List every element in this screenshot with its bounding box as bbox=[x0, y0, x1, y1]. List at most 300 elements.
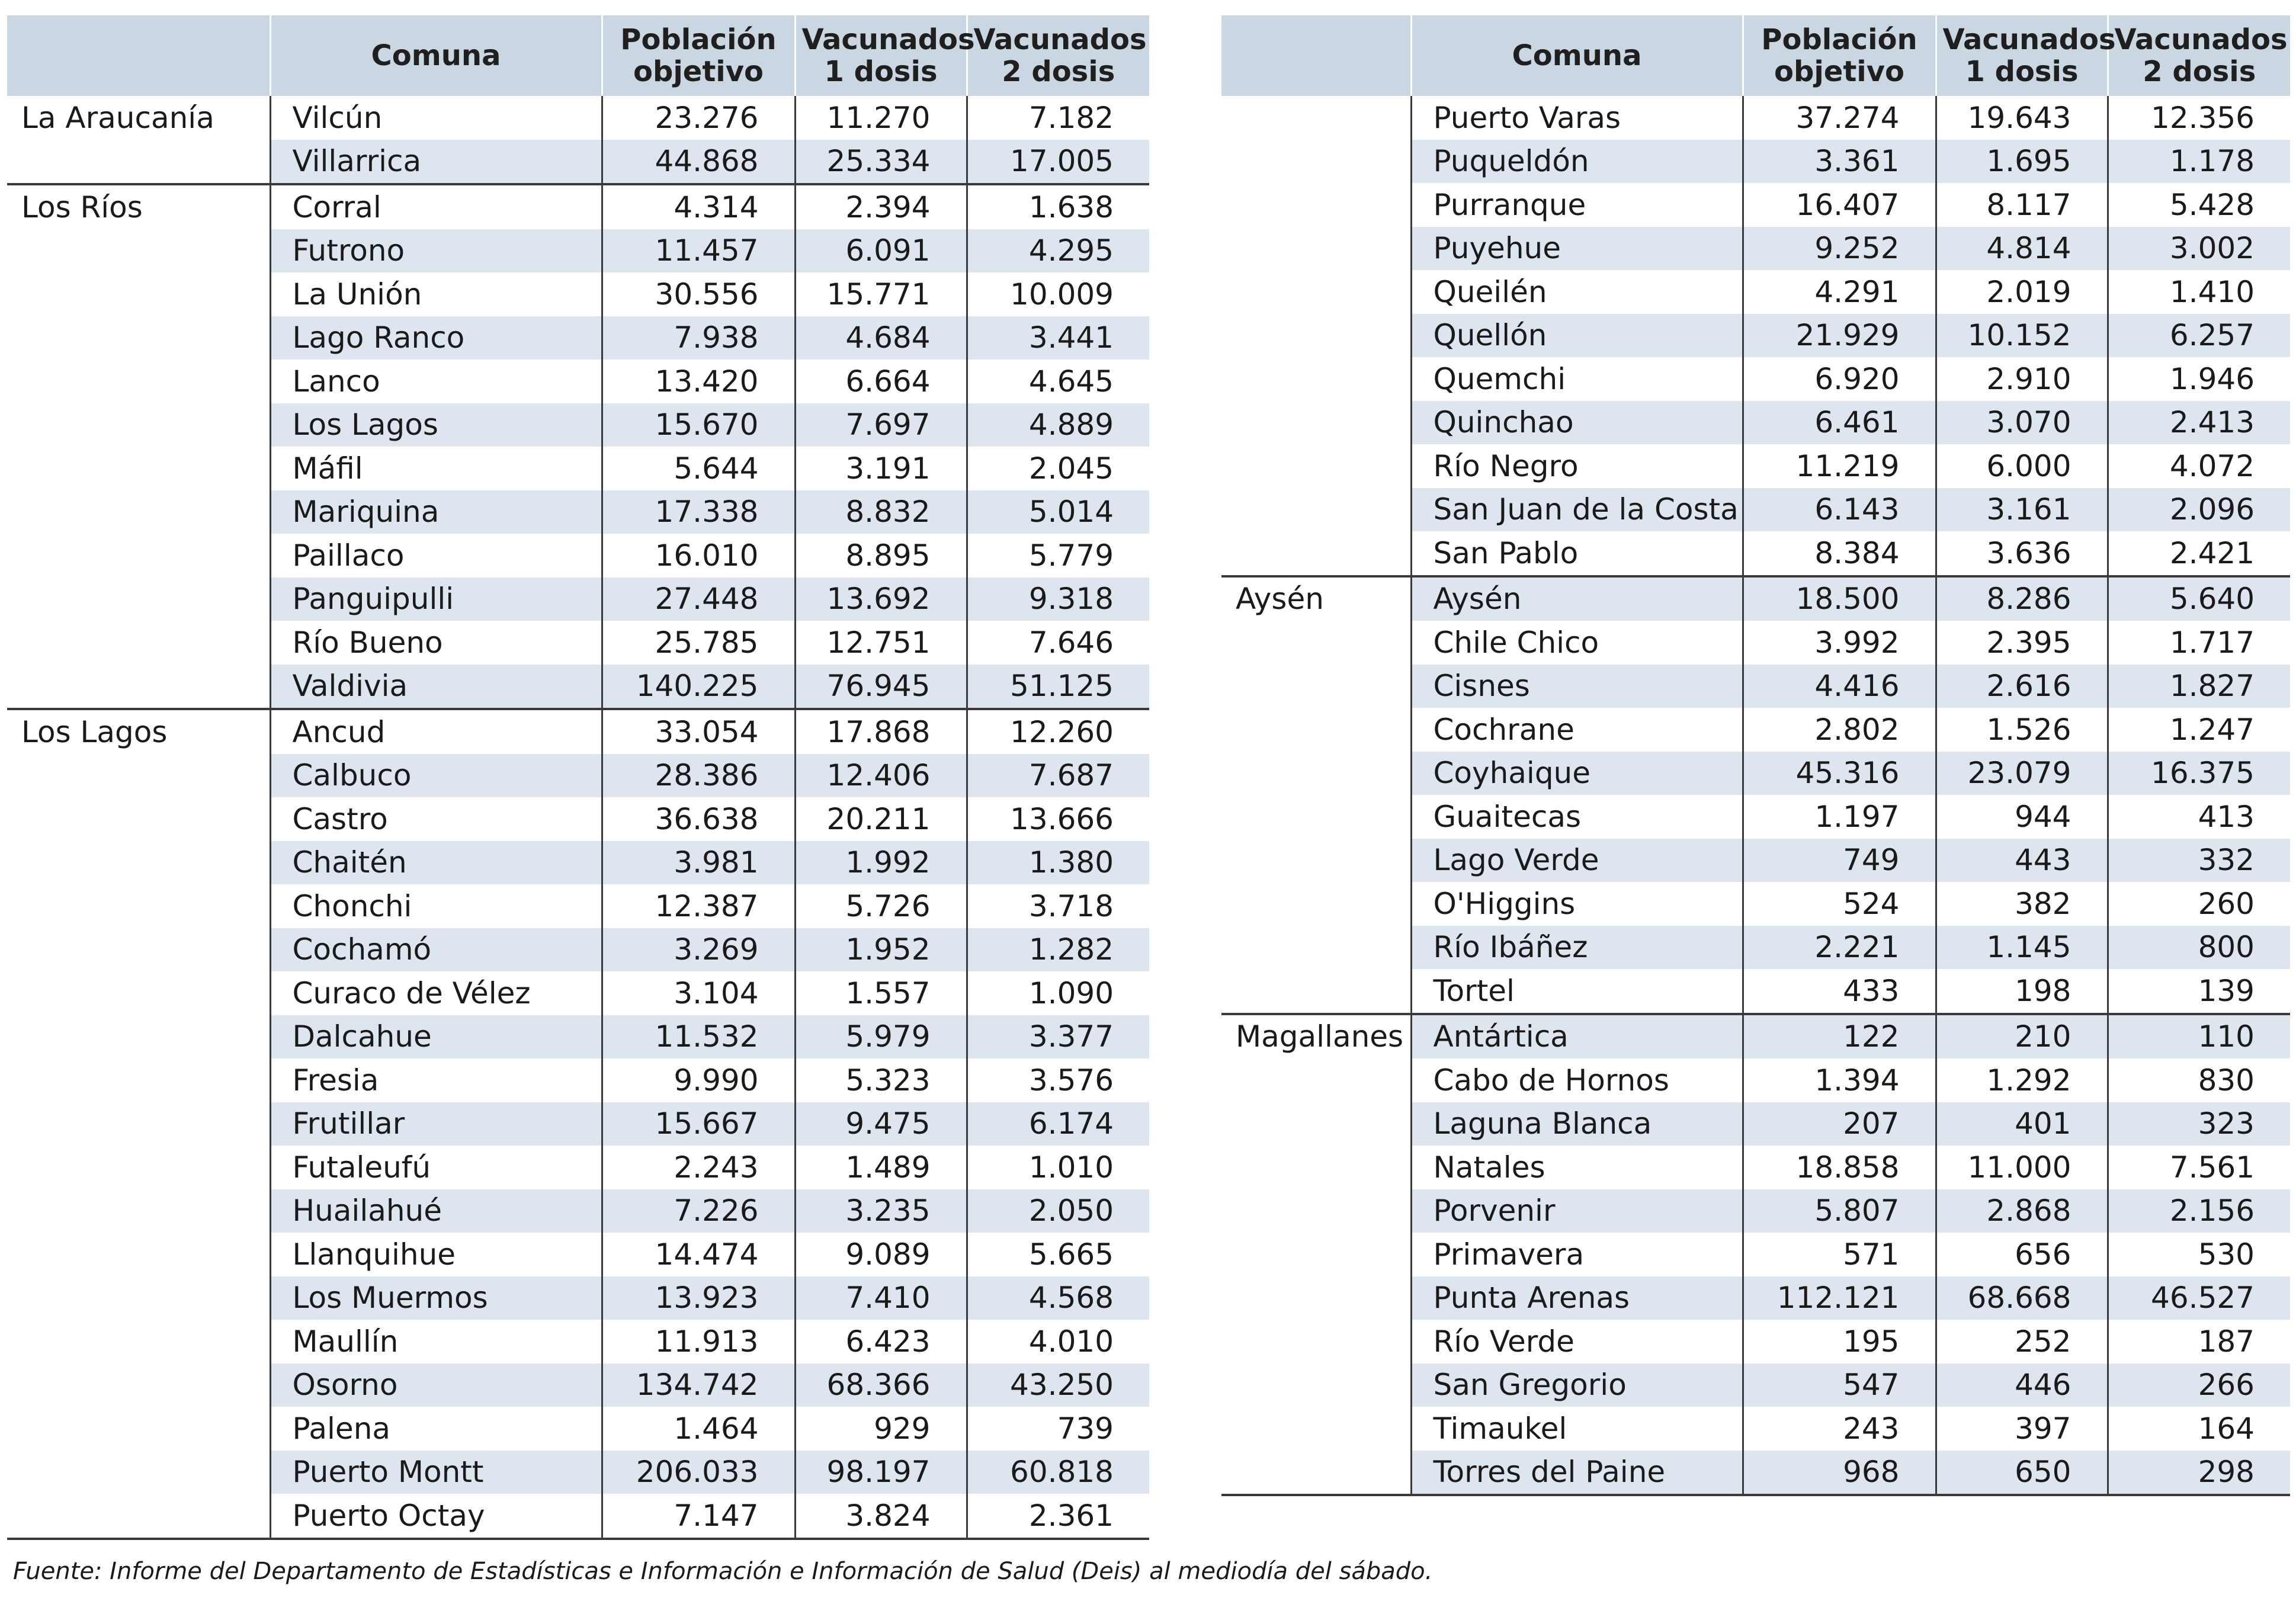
dosis2-cell: 298 bbox=[2108, 1451, 2290, 1496]
dosis2-cell: 530 bbox=[2108, 1233, 2290, 1276]
comuna-cell: Mariquina bbox=[270, 490, 602, 534]
region-cell bbox=[7, 1494, 270, 1539]
region-cell bbox=[7, 1320, 270, 1363]
dosis2-cell: 1.380 bbox=[967, 841, 1149, 885]
region-cell bbox=[1221, 621, 1411, 665]
dosis1-cell: 650 bbox=[1936, 1451, 2108, 1496]
table-row bbox=[7, 447, 1149, 490]
region-cell bbox=[1221, 795, 1411, 839]
dosis2-cell: 4.889 bbox=[967, 403, 1149, 447]
dosis2-cell: 5.428 bbox=[2108, 183, 2290, 227]
poblacion-cell: 13.420 bbox=[602, 360, 795, 403]
header-comuna: Comuna bbox=[1411, 15, 1743, 96]
dosis1-cell: 17.868 bbox=[795, 709, 967, 754]
comuna-cell: Llanquihue bbox=[270, 1233, 602, 1276]
region-cell bbox=[1221, 140, 1411, 184]
table-row bbox=[1221, 1058, 2290, 1102]
region-cell bbox=[7, 1276, 270, 1320]
poblacion-cell: 7.938 bbox=[602, 316, 795, 360]
poblacion-cell: 28.386 bbox=[602, 754, 795, 798]
dosis1-cell: 19.643 bbox=[1936, 96, 2108, 140]
poblacion-cell: 18.858 bbox=[1743, 1146, 1936, 1189]
dosis2-cell: 266 bbox=[2108, 1363, 2290, 1407]
table-row bbox=[1221, 488, 2290, 532]
comuna-cell: Chile Chico bbox=[1411, 621, 1743, 665]
comuna-cell: Punta Arenas bbox=[1411, 1276, 1743, 1320]
dosis2-cell: 46.527 bbox=[2108, 1276, 2290, 1320]
region-cell bbox=[1221, 665, 1411, 708]
dosis1-cell: 1.992 bbox=[795, 841, 967, 885]
poblacion-cell: 36.638 bbox=[602, 797, 795, 841]
dosis1-cell: 68.668 bbox=[1936, 1276, 2108, 1320]
region-cell bbox=[1221, 1058, 1411, 1102]
dosis2-cell: 2.050 bbox=[967, 1189, 1149, 1233]
dosis1-cell: 397 bbox=[1936, 1407, 2108, 1451]
region-cell bbox=[7, 928, 270, 972]
comuna-cell: Panguipulli bbox=[270, 578, 602, 621]
region-cell bbox=[7, 578, 270, 621]
region-cell bbox=[7, 1146, 270, 1189]
region-cell bbox=[1221, 1451, 1411, 1496]
region-cell bbox=[1221, 1146, 1411, 1189]
comuna-cell: Laguna Blanca bbox=[1411, 1102, 1743, 1146]
poblacion-cell: 206.033 bbox=[602, 1451, 795, 1494]
comuna-cell: O'Higgins bbox=[1411, 882, 1743, 926]
comuna-cell: Porvenir bbox=[1411, 1189, 1743, 1233]
table-row bbox=[1221, 708, 2290, 752]
comuna-cell: Calbuco bbox=[270, 754, 602, 798]
table-row bbox=[7, 1276, 1149, 1320]
dosis2-cell: 4.010 bbox=[967, 1320, 1149, 1363]
region-cell bbox=[7, 403, 270, 447]
dosis1-cell: 3.636 bbox=[1936, 531, 2108, 576]
region-cell bbox=[1221, 969, 1411, 1014]
dosis2-cell: 51.125 bbox=[967, 665, 1149, 710]
dosis1-cell: 1.557 bbox=[795, 971, 967, 1015]
dosis2-cell: 2.045 bbox=[967, 447, 1149, 490]
dosis2-cell: 332 bbox=[2108, 839, 2290, 883]
dosis2-cell: 10.009 bbox=[967, 272, 1149, 316]
region-cell bbox=[1221, 1276, 1411, 1320]
comuna-cell: Quinchao bbox=[1411, 401, 1743, 445]
region-cell: Los Ríos bbox=[7, 184, 270, 229]
poblacion-cell: 207 bbox=[1743, 1102, 1936, 1146]
header-vacunados-1-dosis: Vacunados 1 dosis bbox=[1936, 15, 2108, 96]
dosis1-cell: 6.091 bbox=[795, 229, 967, 273]
poblacion-cell: 547 bbox=[1743, 1363, 1936, 1407]
region-cell bbox=[7, 884, 270, 928]
poblacion-cell: 4.291 bbox=[1743, 270, 1936, 314]
dosis1-cell: 1.489 bbox=[795, 1146, 967, 1189]
table-row bbox=[1221, 444, 2290, 488]
dosis1-cell: 7.410 bbox=[795, 1276, 967, 1320]
comuna-cell: Futaleufú bbox=[270, 1146, 602, 1189]
comuna-cell: Tortel bbox=[1411, 969, 1743, 1014]
dosis2-cell: 2.096 bbox=[2108, 488, 2290, 532]
comuna-cell: Puerto Montt bbox=[270, 1451, 602, 1494]
table-row bbox=[7, 1494, 1149, 1539]
dosis2-cell: 2.361 bbox=[967, 1494, 1149, 1539]
comuna-cell: San Juan de la Costa bbox=[1411, 488, 1743, 532]
comuna-cell: Los Lagos bbox=[270, 403, 602, 447]
region-cell bbox=[7, 1058, 270, 1102]
dosis2-cell: 12.260 bbox=[967, 709, 1149, 754]
region-cell bbox=[7, 1451, 270, 1494]
comuna-cell: Futrono bbox=[270, 229, 602, 273]
table-row bbox=[7, 229, 1149, 273]
dosis2-cell: 5.665 bbox=[967, 1233, 1149, 1276]
region-cell bbox=[1221, 839, 1411, 883]
comuna-cell: Corral bbox=[270, 184, 602, 229]
dosis1-cell: 929 bbox=[795, 1407, 967, 1451]
poblacion-cell: 1.197 bbox=[1743, 795, 1936, 839]
comuna-cell: San Gregorio bbox=[1411, 1363, 1743, 1407]
poblacion-cell: 6.920 bbox=[1743, 357, 1936, 401]
dosis2-cell: 2.413 bbox=[2108, 401, 2290, 445]
table-row bbox=[1221, 1407, 2290, 1451]
table-row bbox=[7, 754, 1149, 798]
dosis1-cell: 98.197 bbox=[795, 1451, 967, 1494]
comuna-cell: Puqueldón bbox=[1411, 140, 1743, 184]
table-row bbox=[1221, 1320, 2290, 1363]
region-cell bbox=[1221, 1407, 1411, 1451]
table-row bbox=[1221, 270, 2290, 314]
comuna-cell: Quemchi bbox=[1411, 357, 1743, 401]
table-row bbox=[1221, 140, 2290, 184]
region-cell bbox=[1221, 926, 1411, 970]
table-row bbox=[1221, 401, 2290, 445]
comuna-cell: Lago Verde bbox=[1411, 839, 1743, 883]
poblacion-cell: 1.464 bbox=[602, 1407, 795, 1451]
comuna-cell: Guaitecas bbox=[1411, 795, 1743, 839]
dosis1-cell: 2.395 bbox=[1936, 621, 2108, 665]
table-row bbox=[1221, 96, 2290, 140]
region-cell bbox=[1221, 357, 1411, 401]
dosis1-cell: 12.406 bbox=[795, 754, 967, 798]
dosis2-cell: 3.377 bbox=[967, 1015, 1149, 1059]
region-cell bbox=[1221, 1189, 1411, 1233]
comuna-cell: Chaitén bbox=[270, 841, 602, 885]
poblacion-cell: 18.500 bbox=[1743, 576, 1936, 621]
table-row bbox=[1221, 357, 2290, 401]
table-row bbox=[7, 140, 1149, 185]
region-cell bbox=[1221, 401, 1411, 445]
comuna-cell: Vilcún bbox=[270, 96, 602, 140]
region-cell: Magallanes bbox=[1221, 1014, 1411, 1059]
dosis1-cell: 68.366 bbox=[795, 1363, 967, 1407]
comuna-cell: Cabo de Hornos bbox=[1411, 1058, 1743, 1102]
dosis2-cell: 1.178 bbox=[2108, 140, 2290, 184]
region-cell bbox=[7, 316, 270, 360]
poblacion-cell: 6.461 bbox=[1743, 401, 1936, 445]
table-row bbox=[7, 1189, 1149, 1233]
dosis1-cell: 5.726 bbox=[795, 884, 967, 928]
poblacion-cell: 27.448 bbox=[602, 578, 795, 621]
table-row bbox=[7, 534, 1149, 578]
table-row bbox=[7, 797, 1149, 841]
table-row bbox=[7, 1320, 1149, 1363]
table-row bbox=[1221, 1276, 2290, 1320]
region-cell bbox=[1221, 183, 1411, 227]
region-cell bbox=[1221, 1102, 1411, 1146]
comuna-cell: Cochrane bbox=[1411, 708, 1743, 752]
poblacion-cell: 433 bbox=[1743, 969, 1936, 1014]
region-cell bbox=[7, 360, 270, 403]
table-row bbox=[7, 578, 1149, 621]
header-row bbox=[1221, 15, 2290, 96]
region-cell bbox=[1221, 708, 1411, 752]
dosis1-cell: 8.832 bbox=[795, 490, 967, 534]
poblacion-cell: 15.667 bbox=[602, 1102, 795, 1146]
poblacion-cell: 7.226 bbox=[602, 1189, 795, 1233]
dosis1-cell: 443 bbox=[1936, 839, 2108, 883]
dosis2-cell: 1.946 bbox=[2108, 357, 2290, 401]
dosis1-cell: 2.019 bbox=[1936, 270, 2108, 314]
dosis2-cell: 7.687 bbox=[967, 754, 1149, 798]
table-row bbox=[7, 96, 1149, 140]
region-cell bbox=[7, 621, 270, 665]
comuna-cell: Coyhaique bbox=[1411, 752, 1743, 795]
dosis1-cell: 6.664 bbox=[795, 360, 967, 403]
dosis2-cell: 1.010 bbox=[967, 1146, 1149, 1189]
region-cell: La Araucanía bbox=[7, 96, 270, 140]
poblacion-cell: 11.457 bbox=[602, 229, 795, 273]
poblacion-cell: 3.104 bbox=[602, 971, 795, 1015]
region-cell bbox=[1221, 96, 1411, 140]
table-row bbox=[7, 1407, 1149, 1451]
poblacion-cell: 21.929 bbox=[1743, 314, 1936, 358]
table-row bbox=[1221, 1363, 2290, 1407]
poblacion-cell: 8.384 bbox=[1743, 531, 1936, 576]
poblacion-cell: 13.923 bbox=[602, 1276, 795, 1320]
table-row bbox=[1221, 531, 2290, 576]
poblacion-cell: 11.913 bbox=[602, 1320, 795, 1363]
dosis2-cell: 110 bbox=[2108, 1014, 2290, 1059]
dosis1-cell: 446 bbox=[1936, 1363, 2108, 1407]
region-cell bbox=[7, 272, 270, 316]
dosis2-cell: 830 bbox=[2108, 1058, 2290, 1102]
poblacion-cell: 112.121 bbox=[1743, 1276, 1936, 1320]
comuna-cell: Timaukel bbox=[1411, 1407, 1743, 1451]
dosis2-cell: 60.818 bbox=[967, 1451, 1149, 1494]
dosis1-cell: 2.616 bbox=[1936, 665, 2108, 708]
table-row bbox=[1221, 227, 2290, 271]
dosis2-cell: 13.666 bbox=[967, 797, 1149, 841]
region-cell: Aysén bbox=[1221, 576, 1411, 621]
region-cell bbox=[1221, 270, 1411, 314]
table-row bbox=[1221, 665, 2290, 708]
dosis1-cell: 1.695 bbox=[1936, 140, 2108, 184]
poblacion-cell: 195 bbox=[1743, 1320, 1936, 1363]
dosis1-cell: 15.771 bbox=[795, 272, 967, 316]
dosis2-cell: 7.561 bbox=[2108, 1146, 2290, 1189]
poblacion-cell: 12.387 bbox=[602, 884, 795, 928]
region-cell bbox=[1221, 488, 1411, 532]
dosis1-cell: 198 bbox=[1936, 969, 2108, 1014]
dosis2-cell: 3.441 bbox=[967, 316, 1149, 360]
region-cell bbox=[7, 665, 270, 710]
region-cell bbox=[1221, 1233, 1411, 1276]
region-cell bbox=[7, 754, 270, 798]
dosis2-cell: 2.156 bbox=[2108, 1189, 2290, 1233]
dosis1-cell: 944 bbox=[1936, 795, 2108, 839]
poblacion-cell: 14.474 bbox=[602, 1233, 795, 1276]
poblacion-cell: 25.785 bbox=[602, 621, 795, 665]
dosis1-cell: 2.394 bbox=[795, 184, 967, 229]
dosis2-cell: 43.250 bbox=[967, 1363, 1149, 1407]
poblacion-cell: 2.802 bbox=[1743, 708, 1936, 752]
comuna-cell: Aysén bbox=[1411, 576, 1743, 621]
table-row bbox=[1221, 314, 2290, 358]
dosis2-cell: 323 bbox=[2108, 1102, 2290, 1146]
comuna-cell: Antártica bbox=[1411, 1014, 1743, 1059]
vaccination-table-left bbox=[7, 15, 1149, 1540]
dosis1-cell: 23.079 bbox=[1936, 752, 2108, 795]
dosis2-cell: 260 bbox=[2108, 882, 2290, 926]
dosis1-cell: 12.751 bbox=[795, 621, 967, 665]
dosis1-cell: 1.526 bbox=[1936, 708, 2108, 752]
dosis1-cell: 5.323 bbox=[795, 1058, 967, 1102]
comuna-cell: Castro bbox=[270, 797, 602, 841]
table-row bbox=[7, 709, 1149, 754]
comuna-cell: Fresia bbox=[270, 1058, 602, 1102]
poblacion-cell: 4.314 bbox=[602, 184, 795, 229]
header-comuna: Comuna bbox=[270, 15, 602, 96]
table-row bbox=[7, 884, 1149, 928]
header-poblacion-objetivo: Población objetivo bbox=[1743, 15, 1936, 96]
comuna-cell: Ancud bbox=[270, 709, 602, 754]
poblacion-cell: 30.556 bbox=[602, 272, 795, 316]
region-cell bbox=[1221, 531, 1411, 576]
dosis1-cell: 1.145 bbox=[1936, 926, 2108, 970]
region-cell bbox=[1221, 882, 1411, 926]
dosis2-cell: 1.827 bbox=[2108, 665, 2290, 708]
table-row bbox=[1221, 1233, 2290, 1276]
region-cell bbox=[7, 534, 270, 578]
poblacion-cell: 33.054 bbox=[602, 709, 795, 754]
poblacion-cell: 4.416 bbox=[1743, 665, 1936, 708]
header-row bbox=[7, 15, 1149, 96]
dosis2-cell: 17.005 bbox=[967, 140, 1149, 185]
comuna-cell: Natales bbox=[1411, 1146, 1743, 1189]
poblacion-cell: 524 bbox=[1743, 882, 1936, 926]
table-row bbox=[7, 928, 1149, 972]
table-row bbox=[1221, 183, 2290, 227]
poblacion-cell: 15.670 bbox=[602, 403, 795, 447]
comuna-cell: Lanco bbox=[270, 360, 602, 403]
comuna-cell: Palena bbox=[270, 1407, 602, 1451]
dosis1-cell: 5.979 bbox=[795, 1015, 967, 1059]
poblacion-cell: 5.807 bbox=[1743, 1189, 1936, 1233]
dosis1-cell: 10.152 bbox=[1936, 314, 2108, 358]
dosis2-cell: 6.257 bbox=[2108, 314, 2290, 358]
region-cell bbox=[7, 229, 270, 273]
region-cell bbox=[1221, 752, 1411, 795]
comuna-cell: Huailahué bbox=[270, 1189, 602, 1233]
poblacion-cell: 9.990 bbox=[602, 1058, 795, 1102]
comuna-cell: Los Muermos bbox=[270, 1276, 602, 1320]
dosis2-cell: 2.421 bbox=[2108, 531, 2290, 576]
dosis1-cell: 6.423 bbox=[795, 1320, 967, 1363]
region-cell bbox=[7, 140, 270, 185]
source-note: Fuente: Informe del Departamento de Estadísticas e Información e Información de Salud (Deis) al mediodía del sábado. bbox=[13, 1558, 1433, 1585]
region-cell bbox=[7, 1407, 270, 1451]
poblacion-cell: 243 bbox=[1743, 1407, 1936, 1451]
comuna-cell: Río Negro bbox=[1411, 444, 1743, 488]
comuna-cell: La Unión bbox=[270, 272, 602, 316]
poblacion-cell: 11.532 bbox=[602, 1015, 795, 1059]
dosis1-cell: 76.945 bbox=[795, 665, 967, 710]
comuna-cell: San Pablo bbox=[1411, 531, 1743, 576]
table-row bbox=[7, 1451, 1149, 1494]
dosis2-cell: 1.247 bbox=[2108, 708, 2290, 752]
dosis2-cell: 187 bbox=[2108, 1320, 2290, 1363]
header-vacunados-2-dosis: Vacunados 2 dosis bbox=[967, 15, 1149, 96]
dosis2-cell: 3.576 bbox=[967, 1058, 1149, 1102]
dosis2-cell: 3.718 bbox=[967, 884, 1149, 928]
table-row bbox=[7, 1363, 1149, 1407]
poblacion-cell: 7.147 bbox=[602, 1494, 795, 1539]
dosis1-cell: 2.868 bbox=[1936, 1189, 2108, 1233]
comuna-cell: Villarrica bbox=[270, 140, 602, 185]
table-row bbox=[1221, 1189, 2290, 1233]
region-cell bbox=[7, 1189, 270, 1233]
dosis1-cell: 3.824 bbox=[795, 1494, 967, 1539]
poblacion-cell: 45.316 bbox=[1743, 752, 1936, 795]
poblacion-cell: 3.269 bbox=[602, 928, 795, 972]
table-row bbox=[7, 360, 1149, 403]
table-row bbox=[1221, 1014, 2290, 1059]
dosis1-cell: 4.684 bbox=[795, 316, 967, 360]
region-cell bbox=[1221, 1320, 1411, 1363]
poblacion-cell: 5.644 bbox=[602, 447, 795, 490]
header-region bbox=[1221, 15, 1411, 96]
region-cell bbox=[7, 1363, 270, 1407]
dosis2-cell: 7.182 bbox=[967, 96, 1149, 140]
dosis1-cell: 401 bbox=[1936, 1102, 2108, 1146]
table-row bbox=[7, 403, 1149, 447]
comuna-cell: Torres del Paine bbox=[1411, 1451, 1743, 1496]
comuna-cell: Dalcahue bbox=[270, 1015, 602, 1059]
comuna-cell: Puerto Varas bbox=[1411, 96, 1743, 140]
dosis1-cell: 20.211 bbox=[795, 797, 967, 841]
poblacion-cell: 16.010 bbox=[602, 534, 795, 578]
region-cell bbox=[1221, 1363, 1411, 1407]
dosis1-cell: 11.270 bbox=[795, 96, 967, 140]
dosis1-cell: 210 bbox=[1936, 1014, 2108, 1059]
region-cell bbox=[7, 797, 270, 841]
region-cell bbox=[7, 1102, 270, 1146]
comuna-cell: Río Ibáñez bbox=[1411, 926, 1743, 970]
dosis2-cell: 4.295 bbox=[967, 229, 1149, 273]
dosis1-cell: 252 bbox=[1936, 1320, 2108, 1363]
comuna-cell: Puyehue bbox=[1411, 227, 1743, 271]
dosis2-cell: 7.646 bbox=[967, 621, 1149, 665]
dosis2-cell: 1.638 bbox=[967, 184, 1149, 229]
poblacion-cell: 23.276 bbox=[602, 96, 795, 140]
header-poblacion-objetivo: Población objetivo bbox=[602, 15, 795, 96]
poblacion-cell: 6.143 bbox=[1743, 488, 1936, 532]
dosis2-cell: 800 bbox=[2108, 926, 2290, 970]
table-row bbox=[1221, 882, 2290, 926]
dosis1-cell: 3.235 bbox=[795, 1189, 967, 1233]
dosis1-cell: 13.692 bbox=[795, 578, 967, 621]
region-cell: Los Lagos bbox=[7, 709, 270, 754]
dosis2-cell: 4.072 bbox=[2108, 444, 2290, 488]
table-row bbox=[7, 184, 1149, 229]
poblacion-cell: 3.981 bbox=[602, 841, 795, 885]
header-vacunados-1-dosis: Vacunados 1 dosis bbox=[795, 15, 967, 96]
